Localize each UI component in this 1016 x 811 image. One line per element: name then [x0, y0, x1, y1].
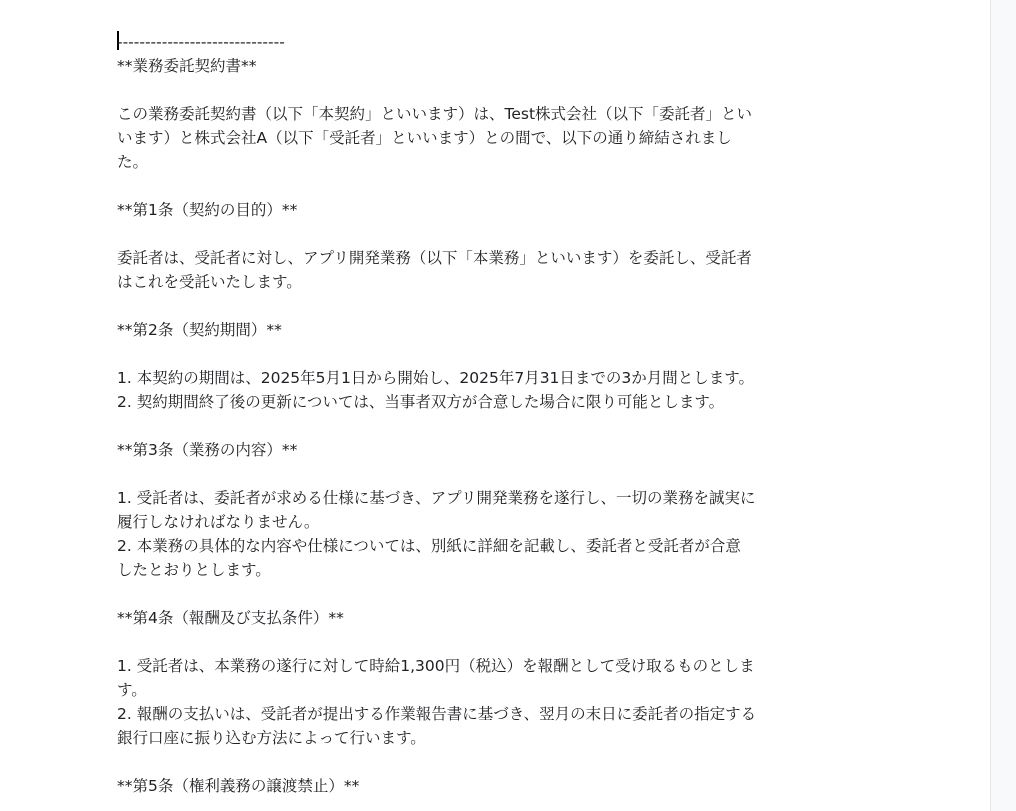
blank-line: [117, 462, 877, 486]
section-2-line: 1. 本契約の期間は、2025年5月1日から開始し、2025年7月31日までの3か月間とします。: [117, 369, 755, 387]
section-1-line: はこれを受託いたします。: [117, 273, 302, 291]
blank-line: [117, 78, 877, 102]
section-4-line: す。: [117, 681, 147, 699]
section-3-line: 履行しなければなりません。: [117, 513, 320, 531]
document-title: **業務委託契約書**: [117, 57, 257, 75]
blank-line: [117, 630, 877, 654]
blank-line: [117, 222, 877, 246]
section-heading-1: **第1条（契約の目的）**: [117, 201, 298, 219]
intro-line: この業務委託契約書（以下「本契約」といいます）は、Test株式会社（以下「委託者」とい: [117, 105, 753, 123]
section-4-line: 1. 受託者は、本業務の遂行に対して時給1,300円（税込）を報酬として受け取るものとしま: [117, 657, 755, 675]
vertical-scrollbar[interactable]: [990, 0, 1016, 811]
blank-line: [117, 582, 877, 606]
intro-line: います）と株式会社A（以下「受託者」といいます）との間で、以下の通り締結されまし: [117, 129, 732, 147]
blank-line: [117, 414, 877, 438]
intro-line: た。: [117, 153, 149, 171]
section-heading-3: **第3条（業務の内容）**: [117, 441, 298, 459]
section-3-line: したとおりとします。: [117, 561, 271, 579]
section-3-line: 1. 受託者は、委託者が求める仕様に基づき、アプリ開発業務を遂行し、一切の業務を誠実に: [117, 489, 756, 507]
section-heading-4: **第4条（報酬及び支払条件）**: [117, 609, 344, 627]
section-1-line: 委託者は、受託者に対し、アプリ開発業務（以下「本業務」といいます）を委託し、受託者: [117, 249, 752, 267]
blank-line: [117, 174, 877, 198]
separator-text: ------------------------------: [117, 33, 285, 51]
section-heading-2: **第2条（契約期間）**: [117, 321, 282, 339]
section-4-line: 2. 報酬の支払いは、受託者が提出する作業報告書に基づき、翌月の末日に委託者の指定する: [117, 705, 757, 723]
blank-line: [117, 750, 877, 774]
section-3-line: 2. 本業務の具体的な内容や仕様については、別紙に詳細を記載し、委託者と受託者が合意: [117, 537, 741, 555]
separator-line: [117, 30, 877, 54]
blank-line: [117, 294, 877, 318]
section-4-line: 銀行口座に振り込む方法によって行います。: [117, 729, 426, 747]
blank-line: [117, 342, 877, 366]
section-heading-5: **第5条（権利義務の譲渡禁止）**: [117, 777, 360, 795]
document-body[interactable]: [117, 30, 877, 798]
section-2-line: 2. 契約期間終了後の更新については、当事者双方が合意した場合に限り可能とします。: [117, 393, 725, 411]
